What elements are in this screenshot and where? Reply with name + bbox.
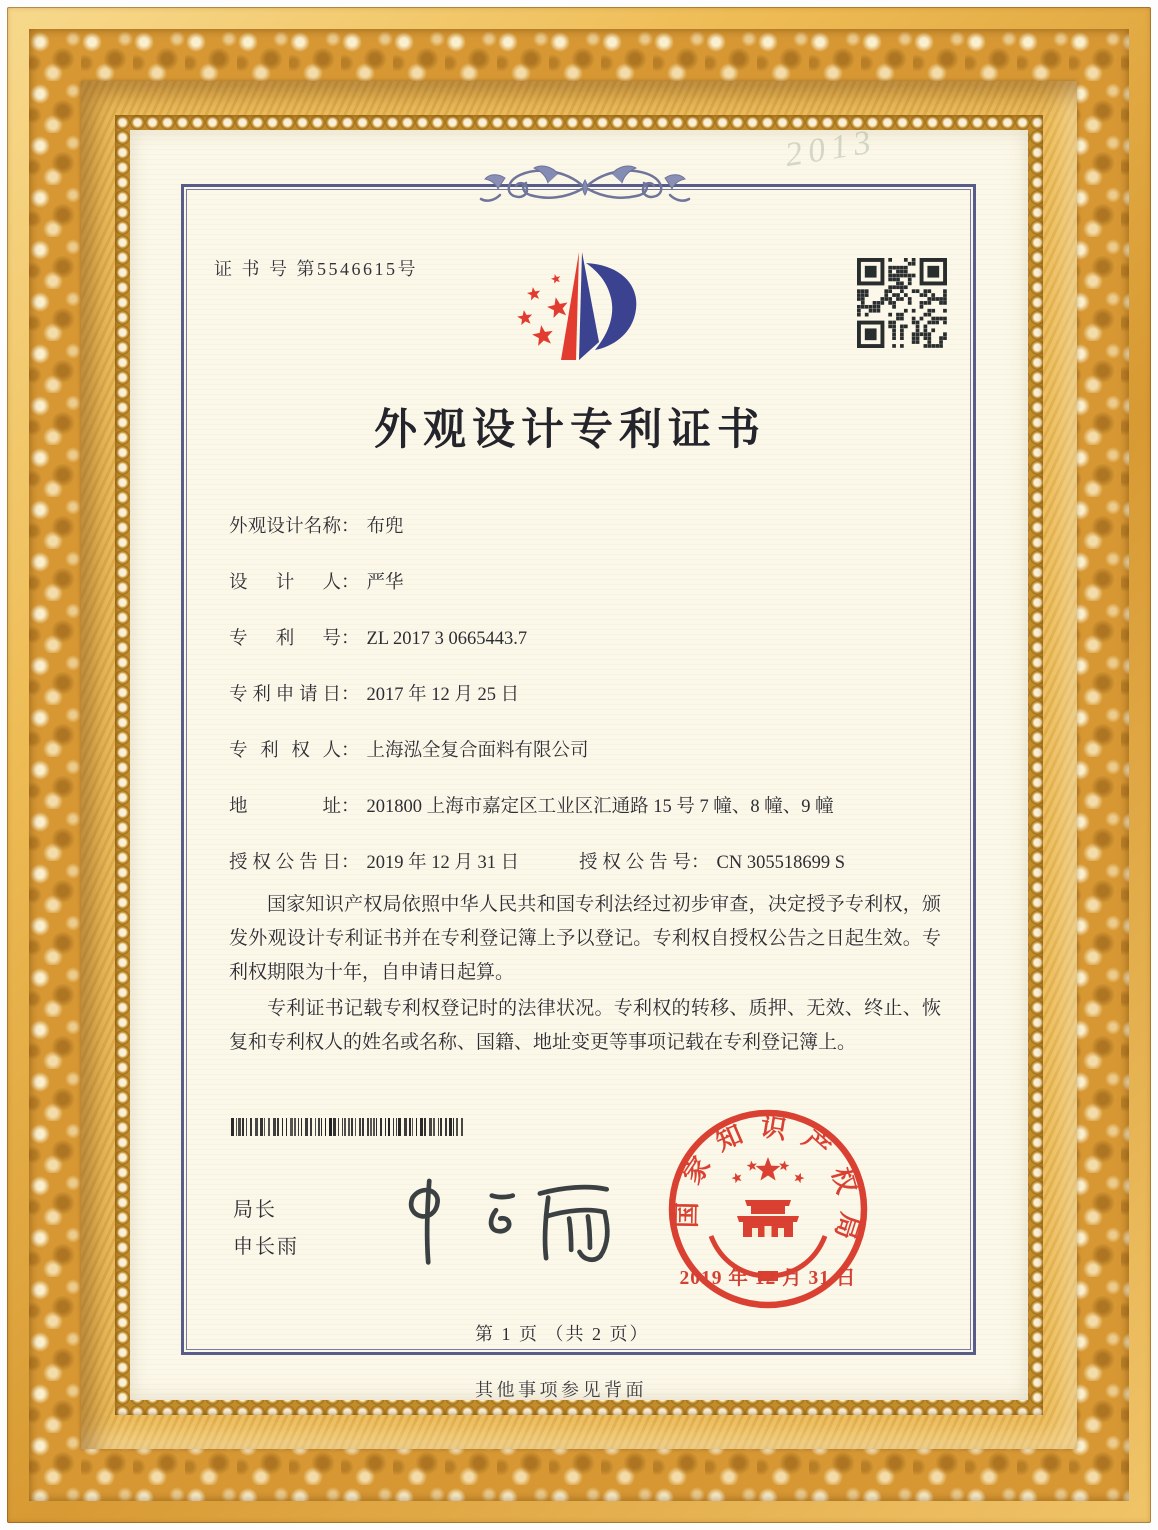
field-colon: ：: [341, 741, 360, 761]
official-seal: [663, 1104, 873, 1344]
field-label: 专利号: [229, 629, 341, 649]
field-colon: ：: [341, 573, 360, 593]
field-value: 严华: [366, 573, 404, 593]
field-row-designer: [229, 568, 404, 594]
frame-carved-band: [29, 29, 1129, 1501]
legal-paragraph-1: 国家知识产权局依照中华人民共和国专利法经过初步审查，决定授予专利权，颁发外观设计专利证书并在专利登记簿上予以登记。专利权自授权公告之日起生效。专利权期限为十年，自申请日起算。: [229, 894, 941, 983]
field-label: 外观设计名称: [229, 517, 341, 537]
field-colon: ：: [341, 629, 360, 649]
legal-paragraph-2: 专利证书记载专利权登记时的法律状况。专利权的转移、质押、无效、终止、恢复和专利权人的姓名或名称、国籍、地址变更等事项记载在专利登记簿上。: [229, 998, 941, 1053]
field-colon: ：: [341, 797, 360, 817]
field-label: 专利申请日: [229, 685, 341, 705]
signature-shen-changyu: [375, 1168, 615, 1268]
certificate-title: 外观设计专利证书: [374, 407, 766, 454]
field-label: 设计人: [229, 573, 341, 593]
field-label: 专利权人: [229, 741, 341, 761]
qr-code: [857, 258, 947, 348]
field-label: 授权公告号: [579, 853, 691, 873]
pencil-mark: 2013: [782, 123, 880, 174]
frame-outer-edge: [7, 7, 1151, 1523]
certificate-number: 证 书 号 第5546615号: [214, 259, 418, 279]
certificate-paper: [130, 123, 1028, 1400]
field-value: 201800 上海市嘉定区工业区汇通路 15 号 7 幢、8 幢、9 幢: [366, 797, 834, 817]
page-info: 第 1 页 （共 2 页）: [475, 1324, 650, 1344]
grant-number-pair: [579, 848, 845, 874]
cnipa-logo: [513, 243, 653, 370]
field-row-patentee: [229, 736, 589, 762]
field-label: 授权公告日: [229, 853, 341, 873]
seal-date: 2019 年 12 月 31 日: [679, 1268, 857, 1289]
field-value: ZL 2017 3 0665443.7: [366, 629, 528, 649]
field-colon: ：: [341, 853, 360, 873]
field-value: 布兜: [366, 517, 404, 537]
field-value: 上海泓全复合面料有限公司: [366, 741, 589, 761]
field-row-design-name: [229, 512, 404, 538]
seal-ring-text: 国家知识产权局: [672, 1112, 866, 1258]
field-row-filing-date: [229, 680, 519, 706]
barcode: [231, 1118, 465, 1136]
field-value: 2017 年 12 月 25 日: [366, 685, 520, 705]
border-flourish-ornament: [440, 163, 730, 209]
field-value: 2019 年 12 月 31 日: [366, 853, 520, 873]
field-colon: ：: [691, 853, 710, 873]
issuer-role: 局长: [233, 1199, 277, 1221]
field-row-address: [229, 792, 834, 818]
field-row-grant: [229, 848, 929, 874]
frame-slope-band: [81, 81, 1077, 1449]
field-row-patent-no: [229, 624, 527, 650]
field-colon: ：: [341, 517, 360, 537]
back-note: 其他事项参见背面: [475, 1380, 647, 1400]
field-value: CN 305518699 S: [716, 853, 846, 873]
issuer-name: 申长雨: [233, 1236, 299, 1258]
field-colon: ：: [341, 685, 360, 705]
field-label: 地址: [229, 797, 341, 817]
frame-bead-band: [115, 115, 1043, 1415]
